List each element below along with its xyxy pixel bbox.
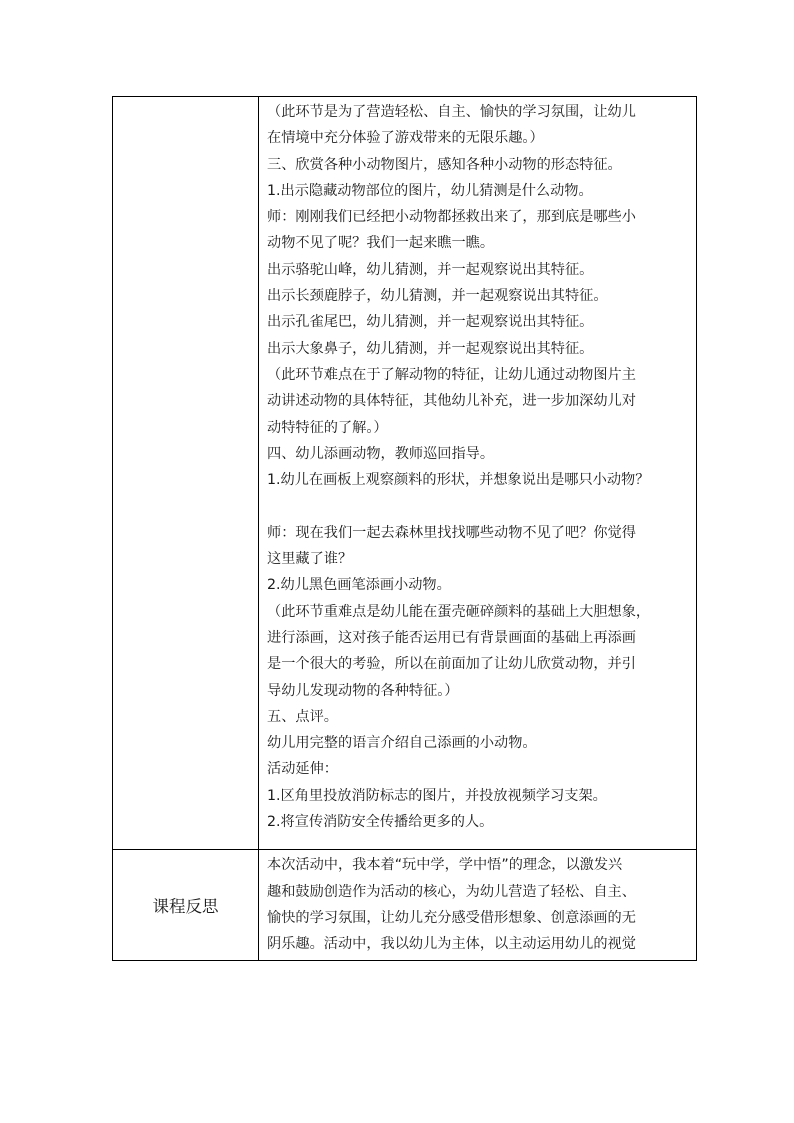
reflection-label: 课程反思 (113, 850, 259, 961)
activity-row (113, 97, 697, 850)
text-line: 动特特征的了解。） (267, 419, 388, 436)
text-line: 三、欣赏各种小动物图片，感知各种小动物的形态特征。 (267, 156, 622, 173)
reflection-row (113, 850, 697, 961)
reflection-text (259, 850, 696, 960)
text-line: 动物不见了呢？我们一起来瞧一瞧。 (267, 235, 495, 252)
text-line: 出示骆驼山峰，幼儿猜测，并一起观察说出其特征。 (267, 261, 594, 278)
text-line: 五、点评。 (267, 708, 338, 725)
text-line: 出示长颈鹿脖子，幼儿猜测，并一起观察说出其特征。 (267, 288, 608, 305)
lesson-plan-table (112, 96, 697, 961)
activity-content-cell (259, 97, 697, 850)
text-line: 1.区角里投放消防标志的图片，并投放视频学习支架。 (267, 787, 607, 804)
blank-line (267, 493, 690, 519)
text-line: （此环节难点在于了解动物的特征，让幼儿通过动物图片主 (267, 366, 636, 383)
text-line: 愉快的学习氛围，让幼儿充分感受借形想象、创意添画的无 (267, 909, 636, 926)
text-line: 师：现在我们一起去森林里找找哪些动物不见了吧？你觉得 (267, 524, 636, 541)
text-line: （此环节是为了营造轻松、自主、愉快的学习氛围，让幼儿 (267, 104, 636, 120)
text-line: 师：刚刚我们已经把小动物都拯救出来了，那到底是哪些小 (267, 209, 636, 226)
text-line: 在情境中充分体验了游戏带来的无限乐趣。） (267, 130, 544, 147)
activity-label-cell (113, 97, 259, 850)
text-line: 导幼儿发现动物的各种特征。） (267, 682, 459, 699)
text-line: 这里藏了谁？ (267, 551, 353, 568)
text-line: 是一个很大的考验，所以在前面加了让幼儿欣赏动物，并引 (267, 656, 636, 673)
activity-steps (259, 97, 696, 849)
text-line: 2.将宣传消防安全传播给更多的人。 (267, 814, 494, 831)
text-line: 出示大象鼻子，幼儿猜测，并一起观察说出其特征。 (267, 340, 594, 357)
text-line: 动讲述动物的具体特征，其他幼儿补充，进一步加深幼儿对 (267, 393, 636, 410)
text-line: 本次活动中，我本着“玩中学，学中悟”的理念，以激发兴 (267, 857, 623, 874)
text-line: 出示孔雀尾巴，幼儿猜测，并一起观察说出其特征。 (267, 314, 594, 331)
text-line: 四、幼儿添画动物，教师巡回指导。 (267, 445, 495, 462)
text-line: 阴乐趣。活动中，我以幼儿为主体，以主动运用幼儿的视觉 (267, 936, 636, 953)
text-line: （此环节重难点是幼儿能在蛋壳砸碎颜料的基础上大胆想象， (267, 603, 651, 620)
text-line: 1.幼儿在画板上观察颜料的形状，并想象说出是哪只小动物？ (267, 472, 650, 489)
text-line: 1.出示隐藏动物部位的图片，幼儿猜测是什么动物。 (267, 182, 593, 199)
text-line: 趣和鼓励创造作为活动的核心，为幼儿营造了轻松、自主、 (267, 883, 636, 900)
reflection-content-cell (259, 850, 697, 961)
text-line: 2.幼儿黑色画笔添画小动物。 (267, 577, 451, 594)
text-line: 进行添画，这对孩子能否运用已有背景画面的基础上再添画 (267, 629, 636, 646)
text-line: 幼儿用完整的语言介绍自己添画的小动物。 (267, 735, 537, 752)
text-line: 活动延伸： (267, 761, 338, 778)
